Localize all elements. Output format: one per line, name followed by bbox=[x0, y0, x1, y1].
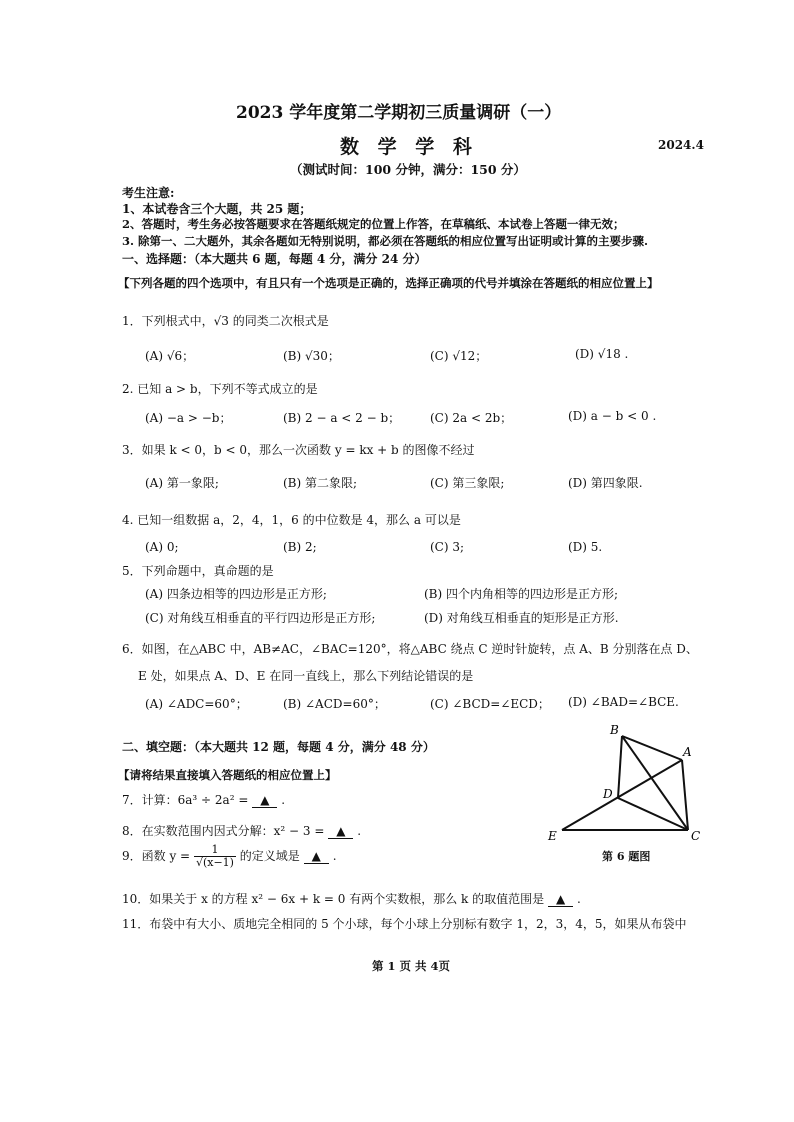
notice-item: 1、本试卷含三个大题，共 25 题； bbox=[122, 202, 312, 216]
blank-marker: ▲ bbox=[260, 793, 270, 807]
label-c: C bbox=[691, 829, 701, 843]
question-text: 的定义域是 bbox=[239, 849, 300, 863]
section-heading: 二、填空题：（本大题共 12 题，每题 4 分，满分 48 分） bbox=[122, 740, 435, 754]
question-stem: 2. 已知 a > b，下列不等式成立的是 bbox=[122, 382, 318, 396]
fraction-numerator: 1 bbox=[194, 844, 236, 857]
option-b: (B) 2; bbox=[283, 540, 317, 554]
question-text: 7．计算：6a³ ÷ 2a² = bbox=[122, 793, 249, 807]
answer-blank bbox=[304, 849, 329, 864]
fraction-denominator: √(x−1) bbox=[195, 856, 234, 869]
option-c: (C) ∠BCD=∠ECD； bbox=[430, 697, 550, 711]
question-stem: 4. 已知一组数据 a，2，4，1，6 的中位数是 4，那么 a 可以是 bbox=[122, 513, 461, 527]
option-a: (A) √6； bbox=[145, 349, 195, 363]
option-c: (C) 对角线互相垂直的平行四边形是正方形; bbox=[145, 611, 376, 625]
answer-blank bbox=[252, 793, 277, 808]
option-c: (C) 3; bbox=[430, 540, 465, 554]
figure-caption: 第 6 题图 bbox=[602, 850, 651, 863]
question-text: 9．函数 y = bbox=[122, 849, 191, 863]
option-d: (D) ∠BAD=∠BCE. bbox=[568, 695, 679, 709]
exam-info: （测试时间：100 分钟，满分：150 分） bbox=[290, 162, 526, 177]
question-suffix: . bbox=[357, 824, 362, 838]
question-stem: 6．如图，在△ABC 中，AB≠AC，∠BAC=120°，将△ABC 绕点 C 逆时针旋转，点 A、B 分别落在点 D、 bbox=[122, 642, 698, 656]
label-e: E bbox=[548, 829, 557, 843]
question-10 bbox=[122, 890, 581, 907]
question-stem: 3．如果 k < 0，b < 0，那么一次函数 y = kx + b 的图像不经过 bbox=[122, 443, 475, 457]
option-c: (C) 2a < 2b； bbox=[430, 411, 513, 425]
question-suffix: . bbox=[281, 793, 286, 807]
segment-ac bbox=[682, 760, 688, 830]
option-b: (B) 四个内角相等的四边形是正方形; bbox=[424, 587, 619, 601]
question-suffix: . bbox=[577, 892, 581, 906]
option-a: (A) 0; bbox=[145, 540, 179, 554]
section-instruction: 【请将结果直接填入答题纸的相应位置上】 bbox=[118, 768, 337, 782]
question-stem-continued: E 处，如果点 A、D、E 在同一直线上，那么下列结论错误的是 bbox=[138, 669, 474, 683]
option-b: (B) √30； bbox=[283, 349, 340, 363]
exam-date: 2024.4 bbox=[658, 138, 704, 152]
question-9 bbox=[122, 844, 337, 869]
answer-blank bbox=[328, 824, 353, 839]
question-8 bbox=[122, 822, 361, 839]
figure-q6 bbox=[540, 718, 710, 868]
section-heading: 一、选择题：（本大题共 6 题，每题 4 分，满分 24 分） bbox=[122, 252, 427, 266]
option-a: (A) −a > −b； bbox=[145, 411, 232, 425]
option-c: (C) √12； bbox=[430, 349, 488, 363]
section-instruction: 【下列各题的四个选项中，有且只有一个选项是正确的，选择正确项的代号并填涂在答题纸的相应位置上】 bbox=[118, 276, 659, 290]
blank-marker: ▲ bbox=[336, 824, 346, 838]
blank-marker: ▲ bbox=[555, 892, 566, 906]
notice-item: 3. 除第一、二大题外，其余各题如无特别说明，都必须在答题纸的相应位置写出证明或计算的主要步骤. bbox=[122, 234, 649, 248]
option-d: (D) 5. bbox=[568, 540, 603, 554]
option-d: (D) 第四象限. bbox=[568, 476, 643, 490]
option-b: (B) ∠ACD=60°； bbox=[283, 697, 386, 711]
option-d: (D) 对角线互相垂直的矩形是正方形. bbox=[424, 611, 619, 625]
label-a: A bbox=[683, 745, 692, 759]
label-b: B bbox=[610, 723, 619, 737]
fraction bbox=[194, 844, 236, 869]
option-d: (D) a − b < 0 . bbox=[568, 409, 657, 423]
option-d: (D) √18 . bbox=[575, 347, 629, 361]
subject-title: 数 学 学 科 bbox=[340, 136, 478, 158]
question-stem: 5．下列命题中，真命题的是 bbox=[122, 564, 274, 578]
blank-marker: ▲ bbox=[311, 849, 321, 863]
question-11: 11．布袋中有大小、质地完全相同的 5 个小球，每个小球上分别标有数字 1，2，3，4，5，如果从布袋中 bbox=[122, 917, 687, 931]
notice-heading: 考生注意: bbox=[122, 186, 175, 200]
question-7 bbox=[122, 791, 285, 808]
option-b: (B) 2 − a < 2 − b； bbox=[283, 411, 401, 425]
option-a: (A) 四条边相等的四边形是正方形; bbox=[145, 587, 327, 601]
question-text: 8．在实数范围内因式分解：x² − 3 = bbox=[122, 824, 325, 838]
option-c: (C) 第三象限; bbox=[430, 476, 505, 490]
answer-blank bbox=[548, 892, 573, 907]
question-suffix: . bbox=[332, 849, 337, 863]
page-title: 2023 学年度第二学期初三质量调研（一） bbox=[236, 103, 562, 123]
notice-item: 2、答题时，考生务必按答题要求在答题纸规定的位置上作答，在草稿纸、本试卷上答题一律无效； bbox=[122, 217, 625, 231]
triangle-diagram bbox=[540, 718, 710, 868]
option-a: (A) ∠ADC=60°； bbox=[145, 697, 248, 711]
option-a: (A) 第一象限; bbox=[145, 476, 219, 490]
question-text: 10．如果关于 x 的方程 x² − 6x + k = 0 有两个实数根，那么 k 的取值范围是 bbox=[122, 892, 545, 906]
option-b: (B) 第二象限; bbox=[283, 476, 358, 490]
label-d: D bbox=[603, 787, 613, 801]
page-number: 第 1 页 共 4页 bbox=[372, 959, 451, 973]
segment-bd bbox=[618, 736, 622, 798]
question-stem: 1．下列根式中，√3 的同类二次根式是 bbox=[122, 314, 329, 328]
